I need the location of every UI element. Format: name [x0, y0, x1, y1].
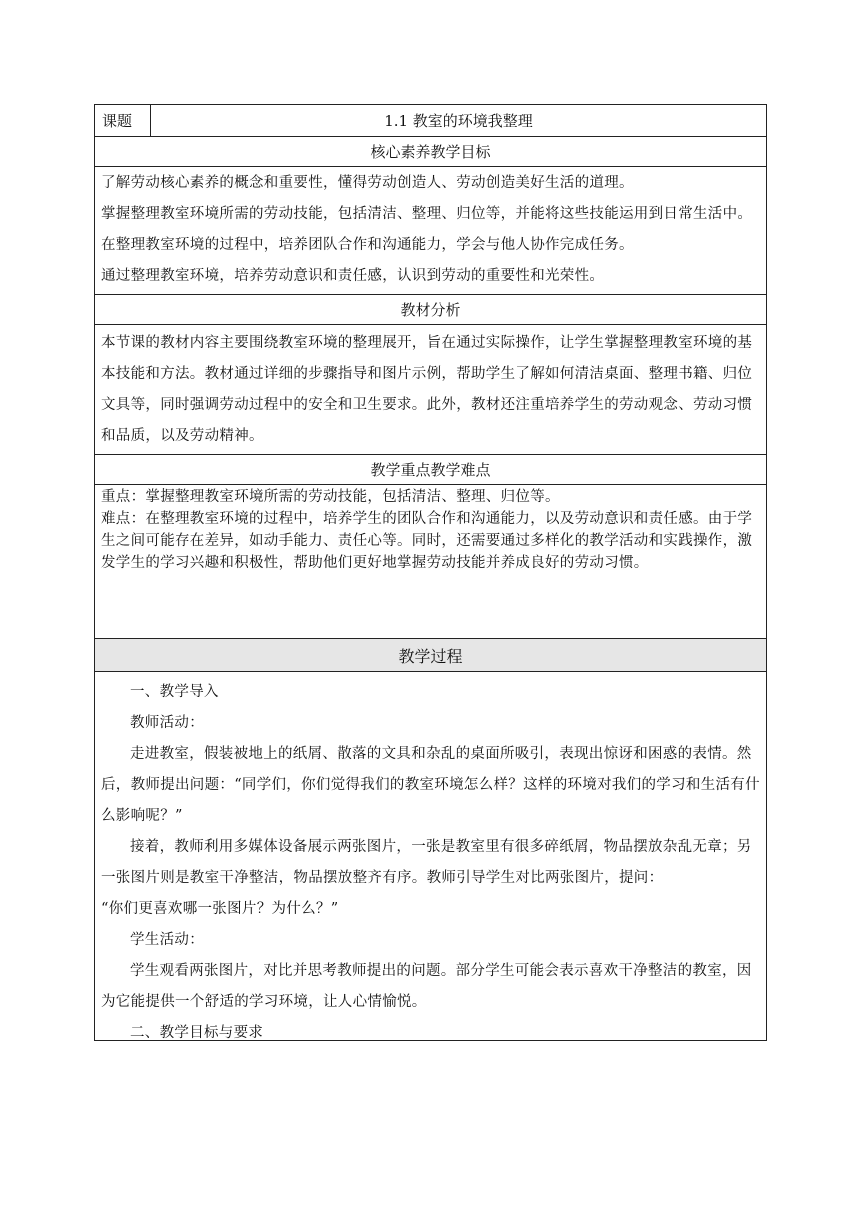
focus-text: 重点：掌握整理教室环境所需的劳动技能，包括清洁、整理、归位等。 — [101, 489, 560, 505]
section-heading: 二、教学目标与要求 — [130, 1025, 264, 1041]
goal-item: 掌握整理教室环境所需的劳动技能，包括清洁、整理、归位等，并能将这些技能运用到日常生活中。 — [101, 206, 753, 222]
title-row — [95, 105, 766, 137]
process-paragraph: “你们更喜欢哪一张图片？为什么？” — [101, 901, 339, 917]
analysis-text: 本节课的教材内容主要围绕教室环境的整理展开，旨在通过实际操作，让学生掌握整理教室环境的基本技能和方法。教材通过详细的步骤指导和图片示例，帮助学生了解如何清洁桌面、整理书籍、归位文具等，同时强调劳动过程中的安全和卫生要求。此外，教材还注重培养学生的劳动观念、劳动习惯和品质，以及劳动精神。 — [101, 335, 753, 444]
keypoints-content — [95, 485, 766, 639]
analysis-content — [95, 325, 766, 455]
activity-label: 学生活动： — [130, 932, 204, 948]
difficulty-text: 难点：在整理教室环境的过程中，培养学生的团队合作和沟通能力，以及劳动意识和责任感。由于学生之间可能存在差异，如动手能力、责任心等。同时，还需要通过多样化的教学活动和实践操作，激发学生的学习兴趣和积极性，帮助他们更好地掌握劳动技能并养成良好的劳动习惯。 — [101, 511, 753, 571]
goals-heading: 核心素养教学目标 — [95, 137, 766, 167]
analysis-heading: 教材分析 — [95, 295, 766, 325]
process-paragraph: 走进教室，假装被地上的纸屑、散落的文具和杂乱的桌面所吸引，表现出惊讶和困惑的表情。然后，教师提出问题：“同学们，你们觉得我们的教室环境怎么样？这样的环境对我们的学习和生活有什么影响呢？” — [101, 746, 760, 824]
process-content — [95, 672, 766, 1040]
process-paragraph: 学生观看两张图片，对比并思考教师提出的问题。部分学生可能会表示喜欢干净整洁的教室，因为它能提供一个舒适的学习环境，让人心情愉悦。 — [101, 963, 752, 1010]
activity-label: 教师活动： — [130, 715, 204, 731]
process-heading: 教学过程 — [95, 639, 766, 672]
goals-content — [95, 167, 766, 295]
goal-item: 了解劳动核心素养的概念和重要性，懂得劳动创造人、劳动创造美好生活的道理。 — [101, 175, 634, 191]
goal-item: 在整理教室环境的过程中，培养团队合作和沟通能力，学会与他人协作完成任务。 — [101, 237, 634, 253]
lesson-title: 1.1 教室的环境我整理 — [384, 112, 533, 130]
lesson-plan-table — [94, 104, 767, 1041]
title-label: 课题 — [95, 105, 151, 136]
goal-item: 通过整理教室环境，培养劳动意识和责任感，认识到劳动的重要性和光荣性。 — [101, 268, 605, 284]
process-paragraph: 接着，教师利用多媒体设备展示两张图片，一张是教室里有很多碎纸屑，物品摆放杂乱无章；另一张图片则是教室干净整洁，物品摆放整齐有序。教师引导学生对比两张图片，提问： — [101, 839, 752, 886]
keypoints-heading: 教学重点教学难点 — [95, 455, 766, 485]
section-heading: 一、教学导入 — [130, 684, 219, 700]
